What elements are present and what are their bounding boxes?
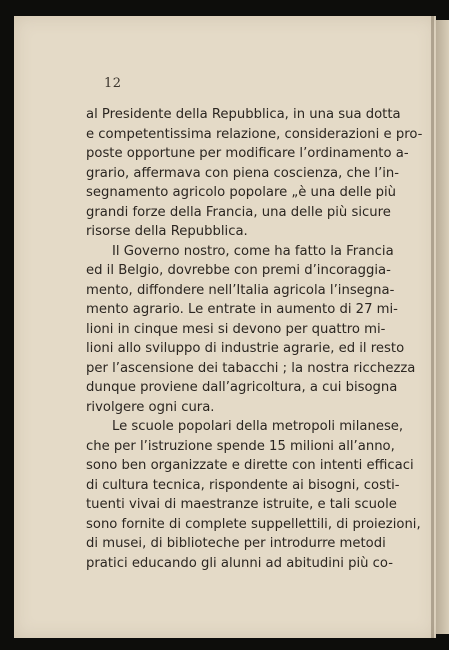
text-line: pratici educando gli alunni ad abitudini più co- [86, 555, 393, 571]
text-line: al Presidente della Repubblica, in una sua dotta [86, 107, 401, 122]
text-line: dunque proviene dall’agricoltura, a cui bisogna [86, 380, 398, 395]
body-text [86, 105, 423, 573]
text-line: Le scuole popolari della metropoli milanese, [112, 419, 404, 434]
text-line: lioni allo sviluppo di industrie agrarie, ed il resto [86, 341, 405, 356]
text-line: per l’ascensione dei tabacchi ; la nostra ricchezza [86, 360, 416, 376]
text-line: tuenti vivai di maestranze istruite, e tali scuole [86, 497, 397, 512]
text-line: lioni in cinque mesi si devono per quattro mi- [86, 321, 386, 337]
text-line: e competentissima relazione, considerazioni e pro- [86, 126, 423, 142]
text-line: mento agrario. Le entrate in aumento di 27 mi- [86, 302, 398, 317]
text-line: grandi forze della Francia, una delle più sicure [86, 204, 391, 220]
page-number: 12 [104, 76, 122, 91]
text-line: rivolgere ogni cura. [86, 399, 215, 415]
page-edge-shadow [431, 16, 434, 638]
next-page-edge [436, 20, 449, 634]
text-line: segnamento agricolo popolare „è una delle più [86, 185, 397, 200]
text-line: Il Governo nostro, come ha fatto la Francia [112, 243, 394, 259]
text-line: mento, diffondere nell’Italia agricola l’insegna- [86, 282, 395, 298]
text-line: sono ben organizzate e dirette con intenti efficaci [86, 458, 414, 473]
text-line: che per l’istruzione spende 15 milioni all’anno, [86, 438, 395, 454]
text-line: risorse della Repubblica. [86, 224, 248, 239]
text-line: di musei, di biblioteche per introdurre metodi [86, 536, 386, 551]
text-line: di cultura tecnica, rispondente ai bisogni, costi- [86, 477, 400, 493]
text-line: grario, affermava con piena coscienza, che l’in- [86, 165, 400, 181]
text-line: poste opportune per modificare l’ordinamento a- [86, 146, 409, 161]
text-line: ed il Belgio, dovrebbe con premi d’incoraggia- [86, 263, 391, 278]
text-line: sono fornite di complete suppellettili, di proiezioni, [86, 516, 421, 532]
